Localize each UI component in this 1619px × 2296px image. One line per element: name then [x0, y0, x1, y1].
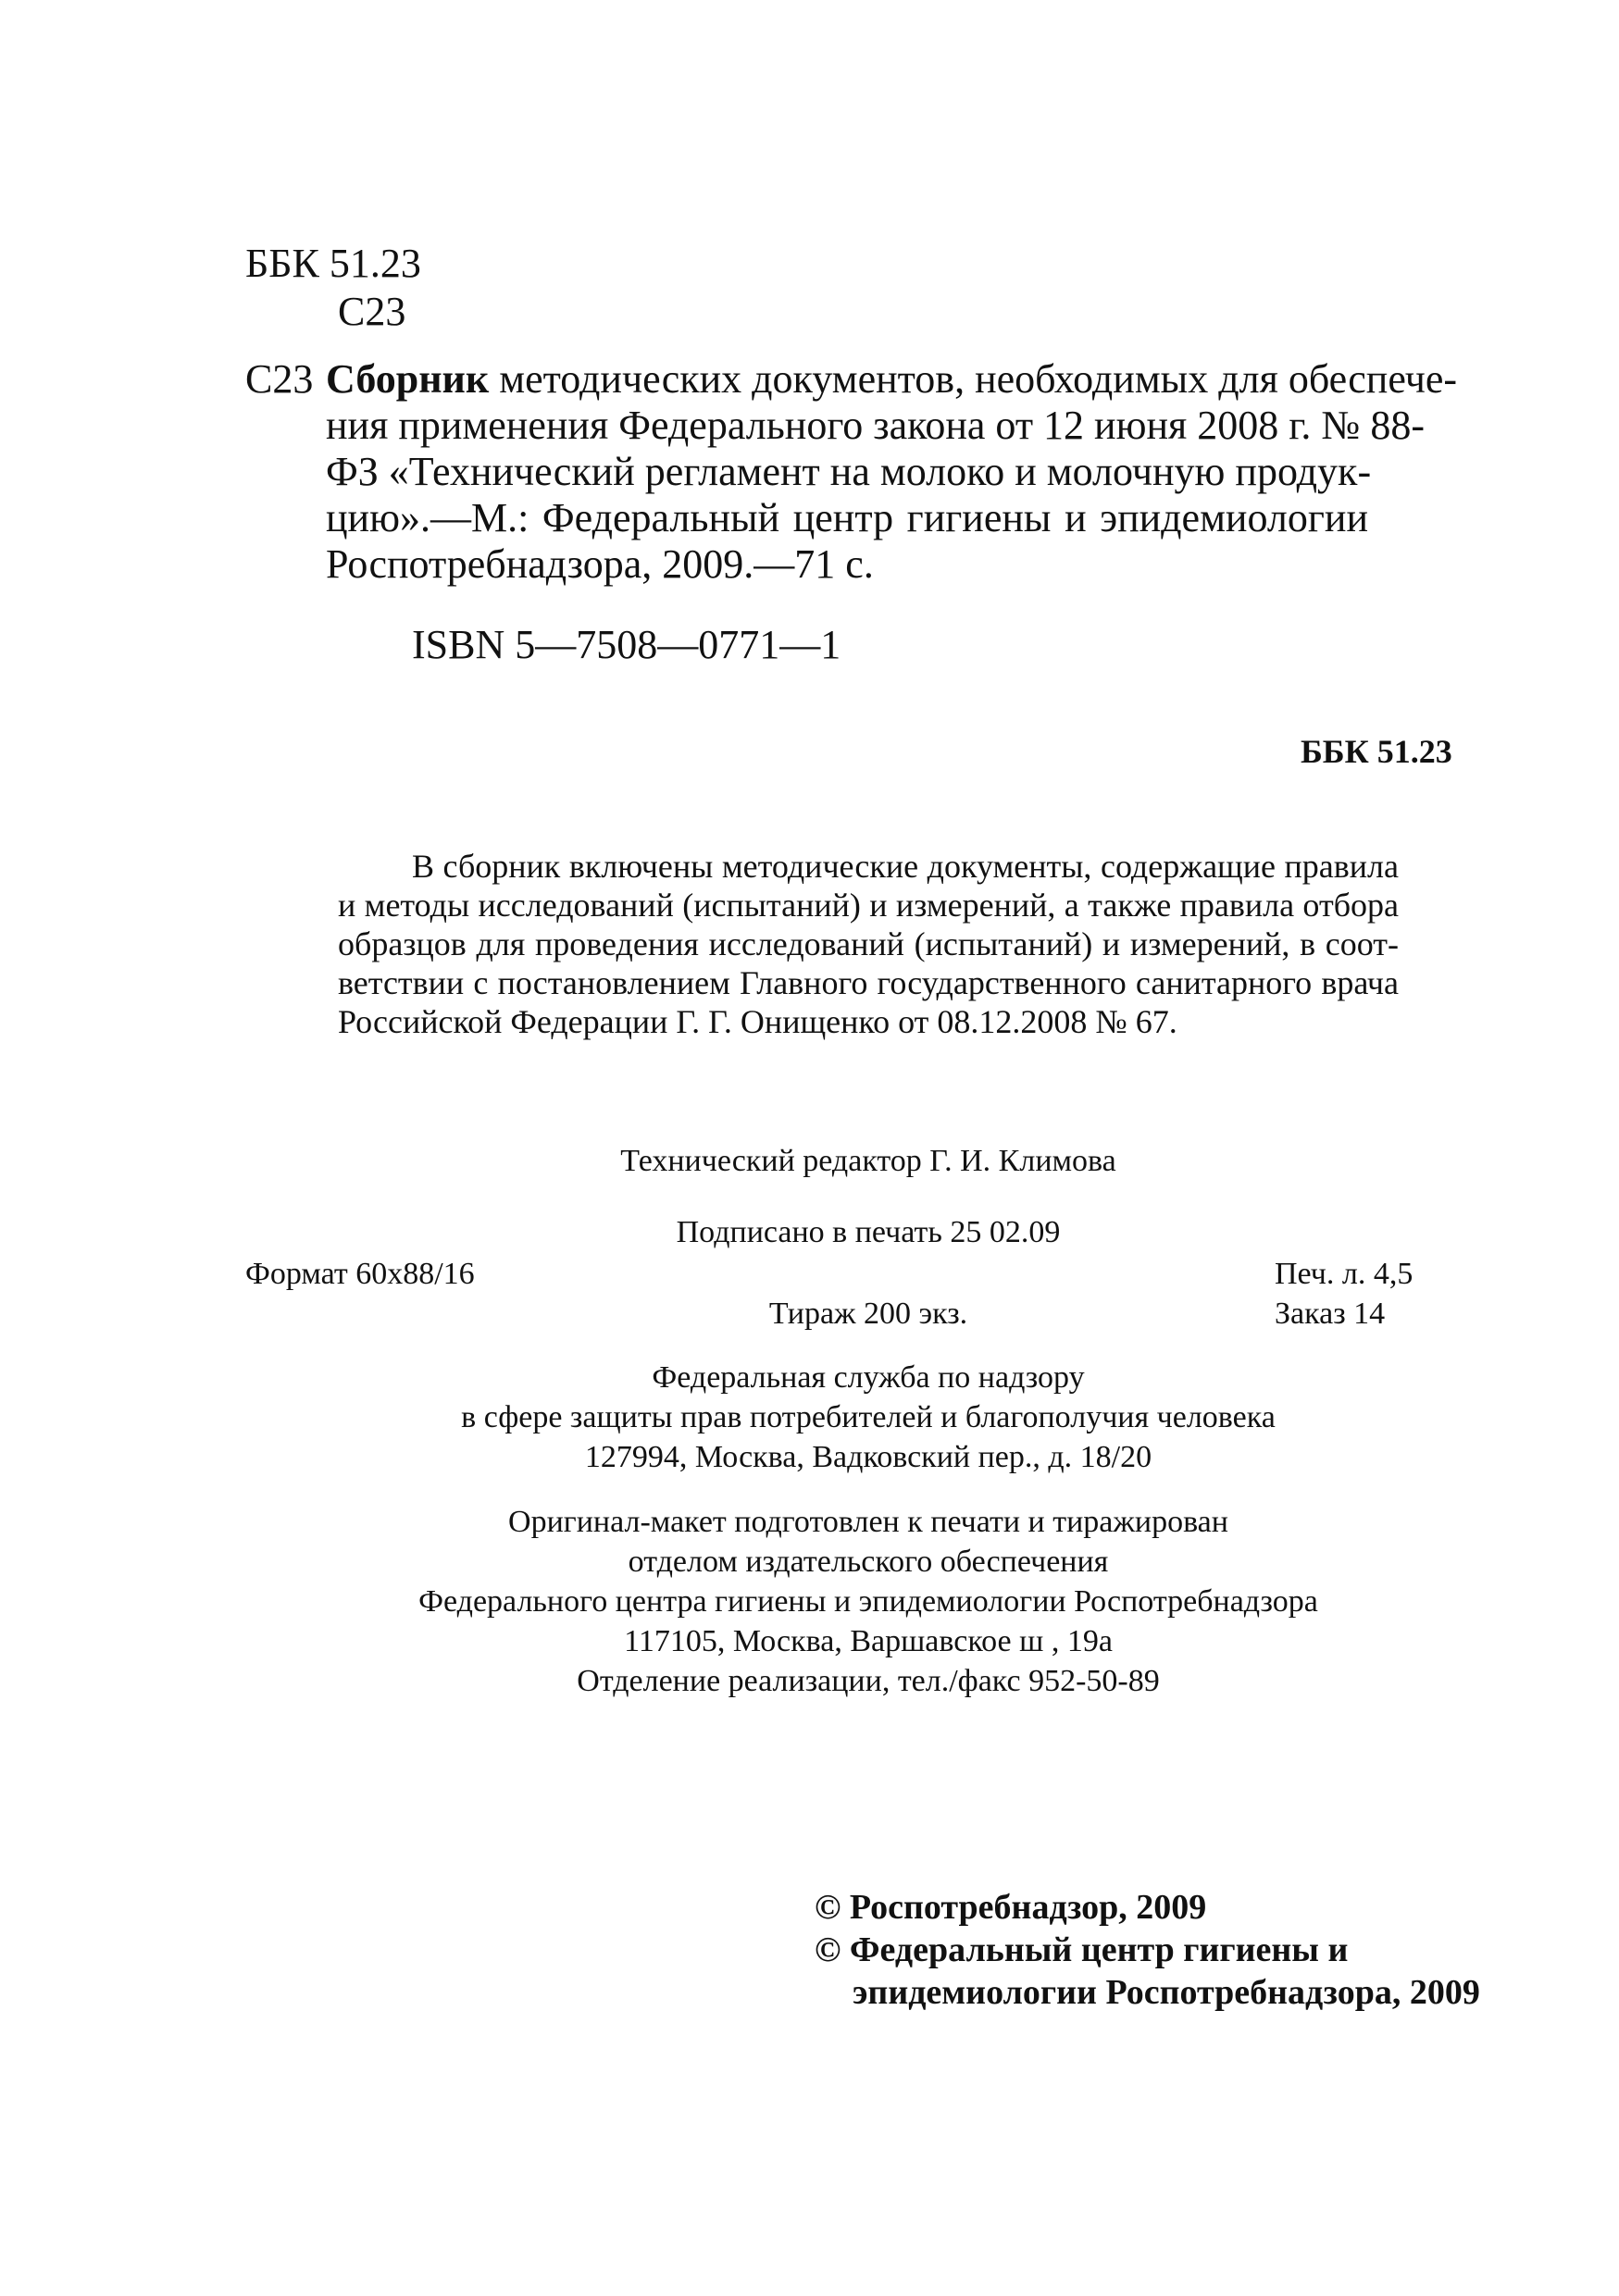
agency-line-3: 127994, Москва, Вадковский пер., д. 18/20 — [584, 1440, 1152, 1474]
entry-line-1-text: методических документов, необходимых для обеспече- — [489, 356, 1458, 402]
entry-line-2: ния применения Федерального закона от 12 июня 2008 г. № 88- — [326, 403, 1425, 448]
annotation-line-2: и методы исследований (испытаний) и измерений, а также правила отбора — [338, 887, 1399, 924]
agency-line-2: в сфере защиты прав потребителей и благополучия человека — [461, 1400, 1276, 1434]
entry-code: С23 — [245, 356, 314, 402]
signed-for-print — [338, 1212, 1399, 1252]
print-run-text: Тираж 200 экз. — [768, 1297, 968, 1331]
tech-editor — [338, 1141, 1399, 1181]
agency-line-1: Федеральная служба по надзору — [652, 1360, 1085, 1395]
author-code: С23 — [338, 289, 406, 334]
printer-block — [338, 1502, 1399, 1701]
printer-line-2: отделом издательского обеспечения — [628, 1545, 1109, 1579]
entry-line-5: Роспотребнадзора, 2009.—71 с. — [326, 541, 874, 587]
copyright-block — [815, 1886, 1480, 2014]
entry-title-bold: Сборник — [326, 356, 490, 402]
copyright-line-1: © Роспотребнадзор, 2009 — [815, 1888, 1207, 1927]
print-sheets: Печ. л. 4,5 — [1275, 1257, 1414, 1291]
bibliographic-entry — [326, 356, 1458, 588]
entry-line-3: ФЗ «Технический регламент на молоко и молочную продук- — [326, 449, 1372, 494]
annotation-line-5: Российской Федерации Г. Г. Онищенко от 08.12.2008 № 67. — [338, 1003, 1177, 1040]
annotation-line-4: ветствии с постановлением Главного государственного санитарного врача — [338, 964, 1399, 1001]
entry-line-4: цию».—М.: Федеральный центр гигиены и эпидемиологии — [326, 495, 1368, 540]
printer-line-3: Федерального центра гигиены и эпидемиологии Роспотребнадзора — [418, 1584, 1318, 1619]
copyright-line-2: © Федеральный центр гигиены и — [815, 1930, 1349, 1969]
isbn: ISBN 5—7508—0771—1 — [412, 622, 841, 667]
bbk-index-right: ББК 51.23 — [1301, 733, 1452, 770]
entry-line-1 — [326, 356, 1458, 403]
paper-format: Формат 60x88/16 — [245, 1257, 475, 1291]
tech-editor-text: Технический редактор Г. И. Климова — [620, 1144, 1116, 1178]
order-number: Заказ 14 — [1275, 1297, 1386, 1331]
agency-block — [338, 1358, 1399, 1477]
copyright-line-3: эпидемиологии Роспотребнадзора, 2009 — [853, 1973, 1480, 2012]
annotation — [338, 847, 1399, 1041]
printer-line-1: Оригинал-макет подготовлен к печати и тиражирован — [508, 1505, 1228, 1539]
print-run — [338, 1294, 1399, 1334]
bbk-index: ББК 51.23 — [245, 241, 421, 286]
signed-text: Подписано в печать 25 02.09 — [676, 1215, 1061, 1249]
annotation-line-1: В сборник включены методические документы, содержащие правила — [412, 848, 1399, 885]
printer-line-4: 117105, Москва, Варшавское ш , 19а — [624, 1624, 1113, 1658]
printer-line-5: Отделение реализации, тел./факс 952-50-89 — [577, 1664, 1160, 1698]
annotation-line-3: образцов для проведения исследований (испытаний) и измерений, в соот- — [338, 925, 1399, 962]
